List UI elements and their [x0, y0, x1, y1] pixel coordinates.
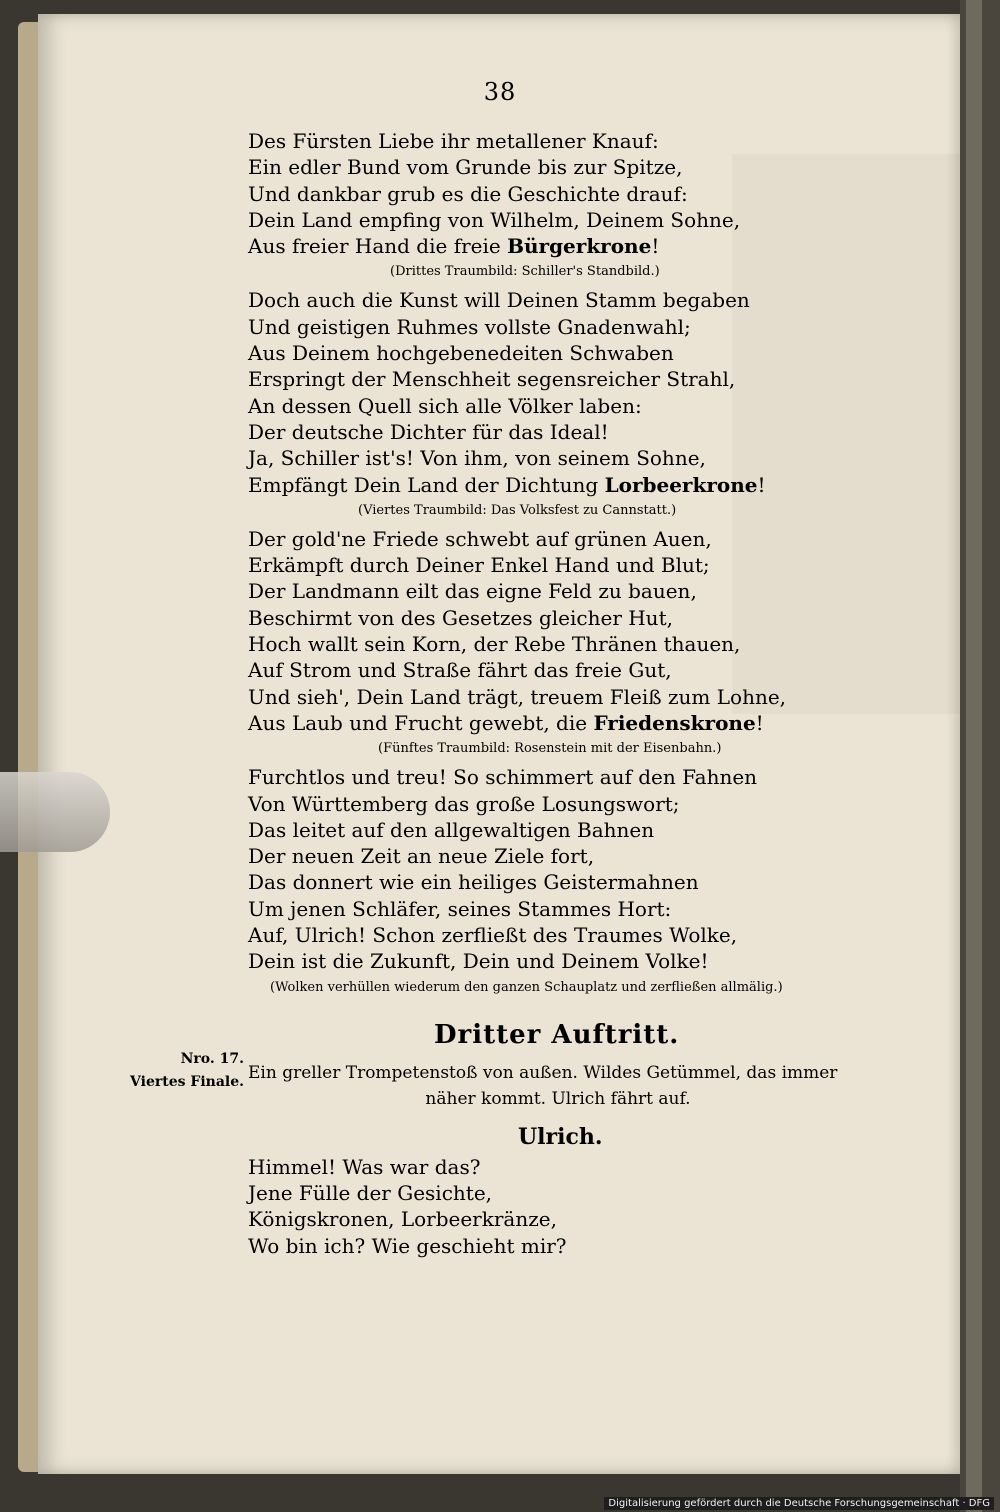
verse-line: An dessen Quell sich alle Völker laben:: [248, 393, 642, 418]
verse-punct: !: [755, 710, 764, 735]
verse-line: Der gold'ne Friede schwebt auf grünen Auen,: [248, 526, 712, 551]
verse-line: Hoch wallt sein Korn, der Rebe Thränen thauen,: [248, 632, 741, 657]
margin-note-label: Viertes Finale.: [130, 1074, 244, 1090]
speech-line: Wo bin ich? Wie geschieht mir?: [248, 1233, 567, 1258]
stage-direction: (Fünftes Traumbild: Rosenstein mit der Eisenbahn.): [378, 741, 722, 757]
verse-line: Um jenen Schläfer, seines Stammes Hort:: [248, 896, 672, 921]
verse-line: Dein Land empfing von Wilhelm, Deinem Sohne,: [248, 207, 741, 232]
verse-line: Und dankbar grub es die Geschichte drauf:: [248, 181, 688, 206]
verse-line-emphasis: [248, 472, 868, 498]
speech-line: Königskronen, Lorbeerkränze,: [248, 1207, 557, 1232]
margin-note: [126, 1048, 244, 1094]
verse-text: Aus freier Hand die freie: [248, 234, 508, 259]
stage-direction: (Viertes Traumbild: Das Volksfest zu Cannstatt.): [358, 502, 677, 518]
verse-line-emphasis: [248, 710, 868, 736]
verse-line: Erkämpft durch Deiner Enkel Hand und Blut;: [248, 553, 710, 578]
verse-line: Beschirmt von des Gesetzes gleicher Hut,: [248, 605, 673, 630]
body-text: [248, 128, 868, 1259]
verse-line: Auf, Ulrich! Schon zerfließt des Traumes Wolke,: [248, 923, 738, 948]
verse-line: Aus Deinem hochgebenedeiten Schwaben: [248, 341, 674, 366]
verse-punct: !: [651, 234, 660, 259]
verse-line: Erspringt der Menschheit segensreicher Strahl,: [248, 367, 736, 392]
direction-line: näher kommt. Ulrich fährt auf.: [425, 1088, 691, 1109]
speaker-name: Ulrich.: [518, 1123, 603, 1150]
dfg-footer: Digitalisierung gefördert durch die Deutsche Forschungsgemeinschaft · DFG: [604, 1497, 994, 1510]
verse-text: Aus Laub und Frucht gewebt, die: [248, 710, 594, 735]
verse-line: Von Württemberg das große Losungswort;: [248, 791, 680, 816]
emphasis-word: Lorbeerkrone: [604, 472, 758, 497]
verse-line-emphasis: [248, 233, 868, 259]
page-number: 38: [483, 78, 517, 106]
verse-line: Furchtlos und treu! So schimmert auf den Fahnen: [248, 765, 758, 790]
verse-line: Ein edler Bund vom Grunde bis zur Spitze,: [248, 155, 683, 180]
binding-inner: [966, 0, 982, 1512]
margin-note-number: Nro. 17.: [180, 1051, 244, 1067]
page-clip: [0, 772, 110, 852]
verse-line: Und sieh', Dein Land trägt, treuem Fleiß zum Lohne,: [248, 684, 787, 709]
verse-line: Der deutsche Dichter für das Ideal!: [248, 419, 609, 444]
emphasis-word: Bürgerkrone: [507, 234, 652, 259]
verse-punct: !: [757, 472, 766, 497]
direction-line: Ein greller Trompetenstoß von außen. Wildes Getümmel, das immer: [248, 1062, 838, 1083]
verse-line: Das donnert wie ein heiliges Geistermahnen: [248, 870, 699, 895]
verse-line: Der Landmann eilt das eigne Feld zu bauen,: [248, 579, 697, 604]
stage-direction: (Wolken verhüllen wiederum den ganzen Schauplatz und zerfließen allmälig.): [270, 979, 783, 995]
speech-line: Jene Fülle der Gesichte,: [248, 1180, 493, 1205]
verse-line: Dein ist die Zukunft, Dein und Deinem Volke!: [248, 949, 709, 974]
emphasis-word: Friedenskrone: [593, 710, 756, 735]
scene-heading: Dritter Auftritt.: [434, 1019, 680, 1050]
verse-line: Das leitet auf den allgewaltigen Bahnen: [248, 817, 655, 842]
verse-text: Empfängt Dein Land der Dichtung: [248, 472, 605, 497]
stage-direction: (Drittes Traumbild: Schiller's Standbild.): [390, 264, 660, 280]
verse-line: Auf Strom und Straße fährt das freie Gut,: [248, 658, 672, 683]
scene-direction: [248, 1060, 868, 1112]
verse-line: Des Fürsten Liebe ihr metallener Knauf:: [248, 129, 659, 153]
binding-strip: [960, 0, 1000, 1512]
verse-line: Doch auch die Kunst will Deinen Stamm begaben: [248, 288, 750, 313]
verse-line: Und geistigen Ruhmes vollste Gnadenwahl;: [248, 314, 691, 339]
speech-line: Himmel! Was war das?: [248, 1154, 481, 1179]
verse-line: Ja, Schiller ist's! Von ihm, von seinem Sohne,: [248, 446, 706, 471]
verse-line: Der neuen Zeit an neue Ziele fort,: [248, 844, 595, 869]
